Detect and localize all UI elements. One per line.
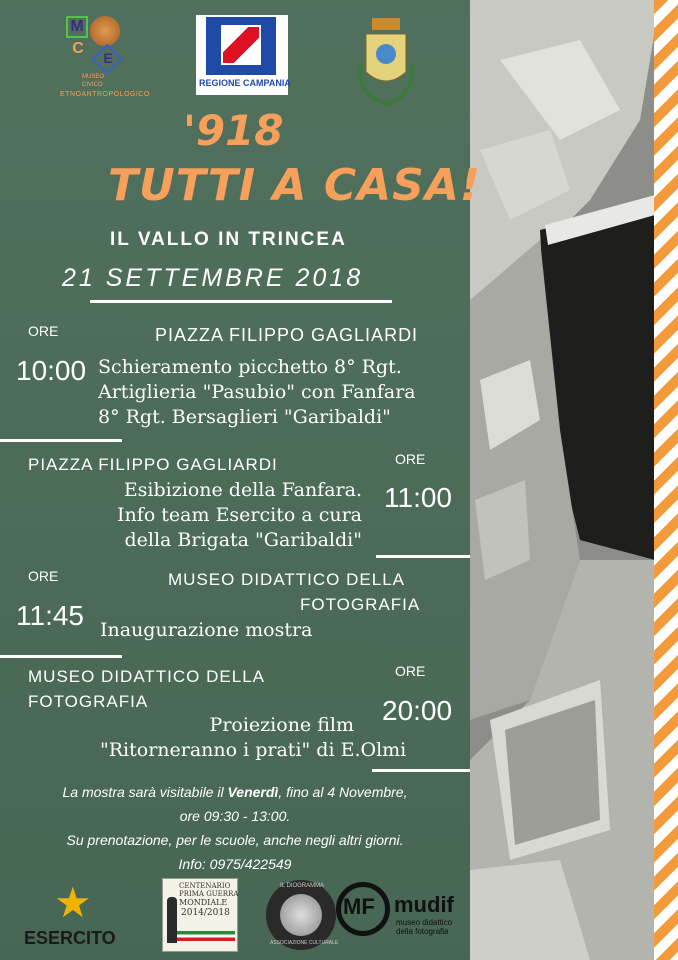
trench-photo	[470, 0, 678, 960]
esercito-label: ESERCITO	[24, 928, 116, 948]
mf-monogram: MF	[343, 894, 375, 919]
tricolor-stripe-icon	[177, 931, 235, 941]
event2-rule	[376, 555, 470, 558]
footer-line3: Su prenotazione, per le scuole, anche negli altri giorni.	[66, 832, 404, 848]
title-sub: IL VALLO IN TRINCEA	[110, 229, 347, 250]
footer-line1-c: , fino al 4 Novembre,	[278, 784, 408, 800]
esercito-logo	[22, 878, 132, 952]
event4-ore: ORE	[395, 663, 426, 679]
event1-line: Artiglieria "Pasubio" con Fanfara	[98, 381, 416, 403]
footer-line4: Info: 0975/422549	[178, 856, 292, 872]
museo-civico-logo	[60, 12, 160, 112]
trench-photo-art	[470, 0, 678, 960]
centenario-line2: PRIMA GUERRA	[179, 890, 239, 898]
event4-rule	[372, 769, 470, 772]
logo-letter-e: E	[103, 50, 113, 66]
event1-place: PIAZZA FILIPPO GAGLIARDI	[155, 325, 419, 345]
title-main: TUTTI A CASA!	[108, 160, 481, 211]
event1-time: 10:00	[16, 355, 87, 386]
event3-ore: ORE	[28, 568, 59, 584]
event-date: 21 SETTEMBRE 2018	[62, 264, 364, 292]
event4-place1: MUSEO DIDATTICO DELLA	[28, 667, 265, 686]
event3-rule	[0, 655, 122, 658]
event2-place: PIAZZA FILIPPO GAGLIARDI	[28, 455, 278, 474]
event3-time: 11:45	[16, 600, 84, 631]
event4-line: "Ritorneranno i prati" di E.Olmi	[100, 739, 407, 761]
event4-place2: FOTOGRAFIA	[28, 692, 149, 711]
centenario-line3: MONDIALE	[179, 898, 228, 907]
logo-etnoantropologico: ETNOANTROPOLOGICO	[60, 91, 150, 98]
regione-label: REGIONE CAMPANIA	[199, 78, 291, 88]
ammonite-icon	[90, 16, 120, 46]
mudif-sub1: museo didattico	[396, 918, 453, 927]
event2-line: Esibizione della Fanfara.	[123, 479, 362, 501]
centenario-logo	[162, 878, 238, 952]
logo-letter-m: M	[66, 16, 88, 38]
mudif-sub2: della fotografia	[396, 927, 449, 936]
centenario-line4: 2014/2018	[181, 908, 230, 918]
comune-crest-icon	[352, 14, 420, 110]
soldier-icon	[167, 897, 177, 943]
regione-shield-icon	[206, 17, 276, 75]
event3-place2: FOTOGRAFIA	[300, 595, 421, 614]
footer-line1	[0, 780, 470, 804]
star-icon: ★	[54, 878, 92, 927]
centenario-line1: CENTENARIO	[179, 882, 231, 890]
event1-ore: ORE	[28, 323, 59, 339]
footer-day: Venerdì	[227, 784, 279, 800]
event2-time: 11:00	[384, 482, 452, 513]
mudif-label: mudif	[394, 892, 454, 917]
regione-campania-logo	[196, 15, 291, 95]
date-underline	[90, 300, 392, 303]
logo-letter-c: C	[72, 40, 84, 57]
event1-line: Schieramento picchetto 8° Rgt.	[98, 356, 402, 378]
event2-ore: ORE	[395, 451, 426, 467]
associazione-label: ASSOCIAZIONE CULTURALE	[270, 940, 339, 946]
event4-time: 20:00	[382, 695, 453, 726]
event2-desc	[106, 478, 362, 553]
footer-line1-a: La mostra sarà visitabile il	[62, 784, 228, 800]
logo-civico: CIVICO	[82, 82, 103, 88]
event4-desc	[100, 713, 407, 763]
title-year: '918	[183, 106, 284, 155]
hazard-stripe	[654, 0, 678, 960]
mudif-logo	[336, 878, 464, 950]
logo-museo: MUSEO	[82, 74, 105, 80]
event3-line: Inaugurazione mostra	[100, 619, 313, 641]
diogramma-label: IL DIOGRAMMA	[280, 883, 325, 889]
event4-line: Proiezione film	[209, 714, 354, 736]
event3-place1: MUSEO DIDATTICO DELLA	[168, 570, 405, 589]
footer-info	[0, 780, 470, 876]
event1-rule	[0, 439, 122, 442]
event1-desc	[98, 355, 416, 430]
diogramma-logo	[266, 880, 339, 950]
event1-line: 8° Rgt. Bersaglieri "Garibaldi"	[98, 406, 391, 428]
coin-icon	[280, 894, 322, 936]
footer-line2: ore 09:30 - 13:00.	[179, 808, 291, 824]
event2-line: della Brigata "Garibaldi"	[124, 529, 362, 551]
event2-line: Info team Esercito a cura	[117, 504, 362, 526]
